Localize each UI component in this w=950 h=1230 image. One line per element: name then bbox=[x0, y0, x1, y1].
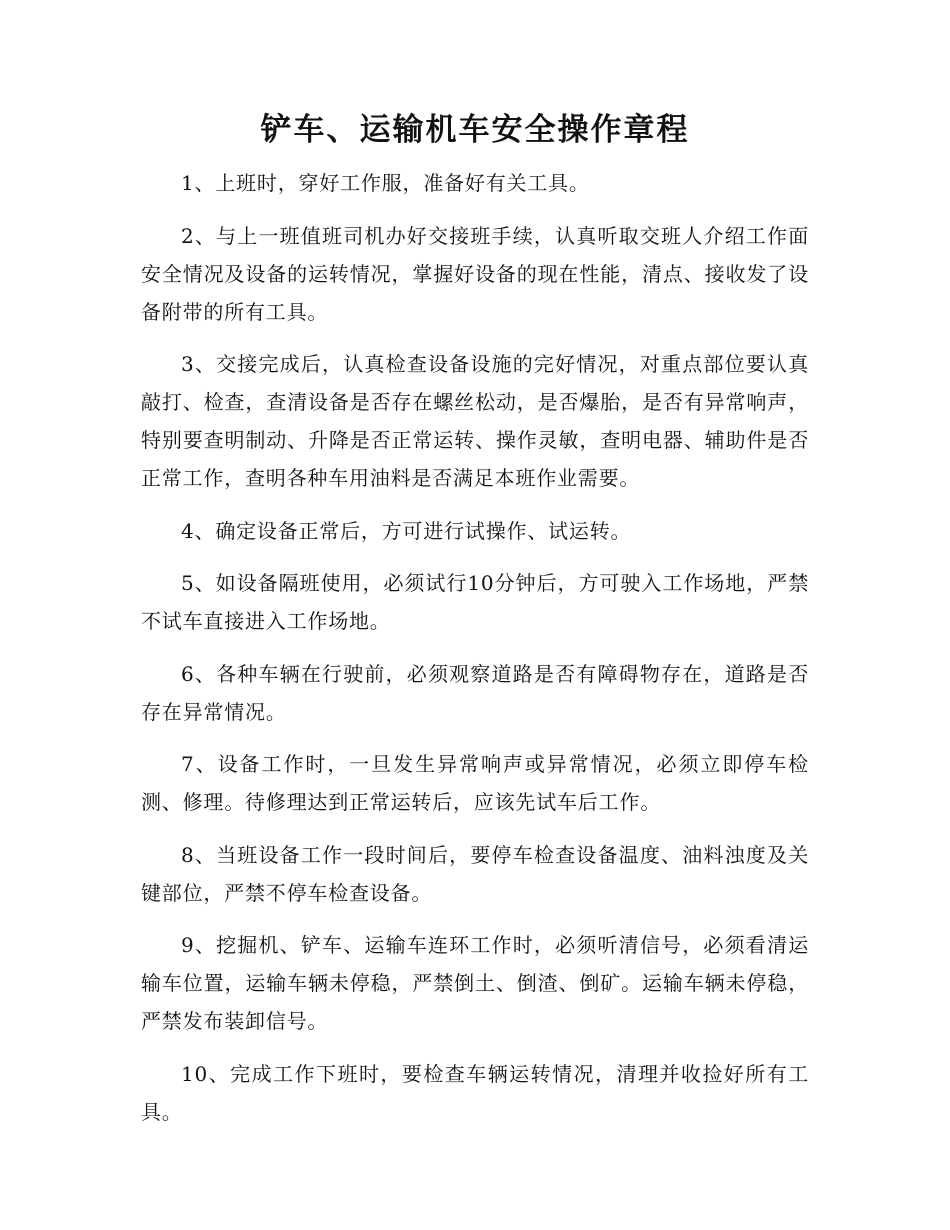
rule-paragraph-10: 10、完成工作下班时，要检查车辆运转情况，清理并收捡好所有工具。 bbox=[141, 1061, 809, 1124]
rule-paragraph-5: 5、如设备隔班使用，必须试行10分钟后，方可驶入工作场地，严禁不试车直接进入工作场地。 bbox=[141, 571, 809, 633]
rule-paragraph-4: 4、确定设备正常后，方可进行试操作、试运转。 bbox=[181, 518, 632, 543]
rule-paragraph-8: 8、当班设备工作一段时间后，要停车检查设备温度、油料浊度及关键部位，严禁不停车检查设备。 bbox=[141, 842, 809, 905]
rule-paragraph-7: 7、设备工作时，一旦发生异常响声或异常情况，必须立即停车检测、修理。待修理达到正常运转后，应该先试车后工作。 bbox=[141, 752, 809, 814]
rule-paragraph-6: 6、各种车辆在行驶前，必须观察道路是否有障碍物存在，道路是否存在异常情况。 bbox=[141, 661, 809, 724]
rule-paragraph-2: 2、与上一班值班司机办好交接班手续，认真听取交班人介绍工作面安全情况及设备的运转情况，掌握好设备的现在性能，清点、接收发了设备附带的所有工具。 bbox=[141, 223, 809, 324]
document-body bbox=[141, 164, 809, 1145]
rule-paragraph-9: 9、挖掘机、铲车、运输车连环工作时，必须听清信号，必须看清运输车位置，运输车辆未停稳，严禁倒土、倒渣、倒矿。运输车辆未停稳，严禁发布装卸信号。 bbox=[141, 933, 809, 1033]
rule-paragraph-3: 3、交接完成后，认真检查设备设施的完好情况，对重点部位要认真敲打、检查，查清设备是否存在螺丝松动，是否爆胎，是否有异常响声，特别要查明制动、升降是否正常运转、操作灵敏，查明电器、辅助件是否正常工作，查明各种车用油料是否满足本班作业需要。 bbox=[141, 352, 809, 490]
rule-paragraph-1: 1、上班时，穿好工作服，准备好有关工具。 bbox=[181, 171, 590, 195]
document-title: 铲车、运输机车安全操作章程 bbox=[260, 112, 690, 148]
